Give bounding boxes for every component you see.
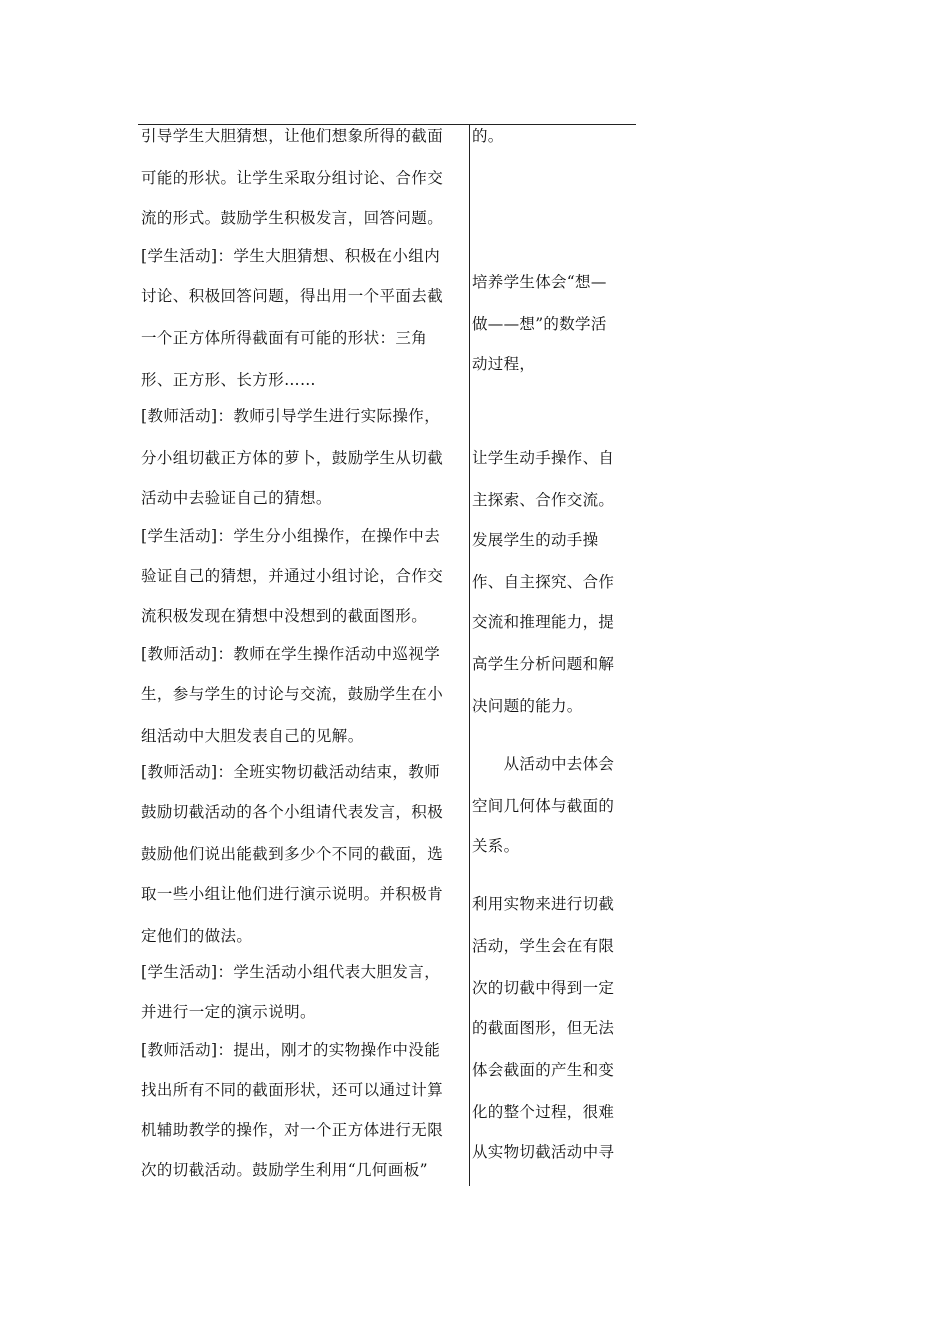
side-line: 关系。 [472, 837, 520, 855]
side-line: 从活动中去体会 [472, 755, 615, 773]
main-line: 可能的形状。让学生采取分组讨论、合作交 [141, 169, 444, 187]
main-line: [学生活动]：学生活动小组代表大胆发言， [141, 963, 441, 981]
main-line: 一个正方体所得截面有可能的形状：三角 [141, 329, 428, 347]
main-line: 鼓励切截活动的各个小组请代表发言，积极 [141, 803, 444, 821]
side-line: 培养学生体会“想— [472, 273, 607, 291]
main-line: 机辅助教学的操作，对一个正方体进行无限 [141, 1121, 444, 1139]
main-line: 流积极发现在猜想中没想到的截面图形。 [141, 607, 428, 625]
side-line: 发展学生的动手操 [472, 531, 599, 549]
main-line: 并进行一定的演示说明。 [141, 1003, 316, 1021]
main-line: [学生活动]：学生大胆猜想、积极在小组内 [141, 247, 441, 265]
side-line: 交流和推理能力，提 [472, 613, 615, 631]
main-line: 生，参与学生的讨论与交流，鼓励学生在小 [141, 685, 444, 703]
side-line: 空间几何体与截面的 [472, 797, 615, 815]
side-line: 从实物切截活动中寻 [472, 1143, 615, 1161]
main-line: 验证自己的猜想，并通过小组讨论，合作交 [141, 567, 444, 585]
main-line: 活动中去验证自己的猜想。 [141, 489, 332, 507]
main-line: [教师活动]：教师在学生操作活动中巡视学 [141, 645, 441, 663]
side-line: 体会截面的产生和变 [472, 1061, 615, 1079]
main-line: 鼓励他们说出能截到多少个不同的截面，选 [141, 845, 444, 863]
main-line: 次的切截活动。鼓励学生利用“几何画板” [141, 1161, 428, 1179]
main-line: 定他们的做法。 [141, 927, 253, 945]
main-line: 形、正方形、长方形…… [141, 371, 316, 389]
side-line: 利用实物来进行切截 [472, 895, 615, 913]
side-line: 次的切截中得到一定 [472, 979, 615, 997]
main-line: [教师活动]：全班实物切截活动结束，教师 [141, 763, 441, 781]
side-line: 化的整个过程，很难 [472, 1103, 615, 1121]
table-top-border [138, 124, 636, 125]
side-line: 决问题的能力。 [472, 697, 583, 715]
side-line: 做——想”的数学活 [472, 315, 607, 333]
main-line: 分小组切截正方体的萝卜，鼓励学生从切截 [141, 449, 444, 467]
main-line: 讨论、积极回答问题，得出用一个平面去截 [141, 287, 444, 305]
side-line: 主探索、合作交流。 [472, 491, 615, 509]
side-line: 作、自主探究、合作 [472, 573, 615, 591]
main-line: 引导学生大胆猜想，让他们想象所得的截面 [141, 127, 444, 145]
main-line: [教师活动]：教师引导学生进行实际操作， [141, 407, 441, 425]
side-line: 让学生动手操作、自 [472, 449, 615, 467]
side-line: 活动，学生会在有限 [472, 937, 615, 955]
main-line: [学生活动]：学生分小组操作，在操作中去 [141, 527, 441, 545]
main-line: 取一些小组让他们进行演示说明。并积极肯 [141, 885, 444, 903]
main-line: 找出所有不同的截面形状，还可以通过计算 [141, 1081, 444, 1099]
side-line: 的。 [472, 127, 504, 145]
side-line: 高学生分析问题和解 [472, 655, 615, 673]
main-line: 组活动中大胆发表自己的见解。 [141, 727, 364, 745]
side-line: 的截面图形，但无法 [472, 1019, 615, 1037]
main-line: 流的形式。鼓励学生积极发言，回答问题。 [141, 209, 444, 227]
main-line: [教师活动]：提出，刚才的实物操作中没能 [141, 1041, 441, 1059]
column-divider [469, 124, 470, 1186]
side-line: 动过程， [472, 355, 536, 373]
